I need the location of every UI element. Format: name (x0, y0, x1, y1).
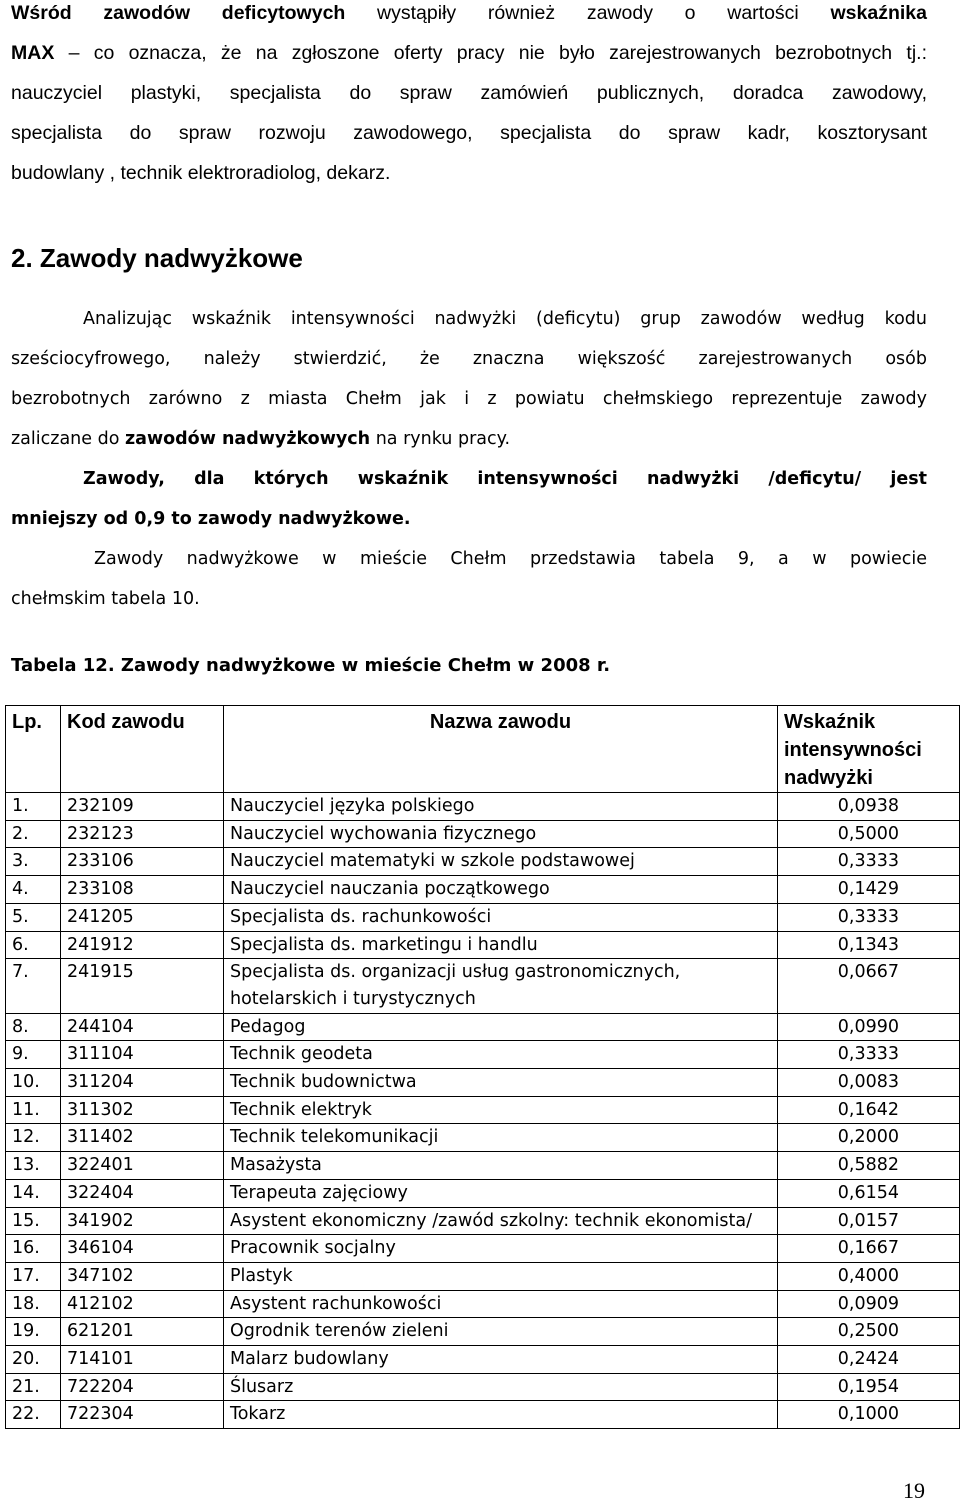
cell-lp: 22. (6, 1401, 61, 1429)
cell-code: 233108 (61, 876, 224, 904)
cell-name: Asystent rachunkowości (224, 1290, 778, 1318)
header-index: Wskaźnik intensywności nadwyżki (778, 706, 960, 793)
cell-lp: 14. (6, 1179, 61, 1207)
cell-code: 722204 (61, 1373, 224, 1401)
table-row (6, 959, 960, 1013)
definition-paragraph (11, 459, 927, 539)
cell-lp: 3. (6, 848, 61, 876)
cell-value: 0,0909 (778, 1290, 960, 1318)
cell-name: Ogrodnik terenów zieleni (224, 1318, 778, 1346)
table-body (6, 793, 960, 1429)
cell-value: 0,1954 (778, 1373, 960, 1401)
cell-name: Nauczyciel matematyki w szkole podstawowej (224, 848, 778, 876)
table-row (6, 903, 960, 931)
cell-name: Nauczyciel wychowania fizycznego (224, 820, 778, 848)
cell-value: 0,3333 (778, 1041, 960, 1069)
cell-lp: 7. (6, 959, 61, 1013)
reference-paragraph (11, 539, 927, 619)
cell-value: 0,0083 (778, 1069, 960, 1097)
analysis-text: na rynku pracy. (370, 429, 511, 449)
cell-name: Technik telekomunikacji (224, 1124, 778, 1152)
reference-line-1: Zawody nadwyżkowe w mieście Chełm przedstawia tabela 9, a w powiecie (94, 549, 927, 569)
table-row (6, 1318, 960, 1346)
analysis-line-3: bezrobotnych zarówno z miasta Chełm jak i z powiatu chełmskiego reprezentuje zawody (11, 389, 927, 409)
cell-name: Nauczyciel języka polskiego (224, 793, 778, 821)
cell-name: Technik budownictwa (224, 1069, 778, 1097)
intro-line-5: budowlany , technik elektroradiolog, dekarz. (11, 162, 391, 184)
cell-value: 0,1000 (778, 1401, 960, 1429)
table-row (6, 1207, 960, 1235)
cell-value: 0,5000 (778, 820, 960, 848)
intro-bold-index: wskaźnika (830, 2, 927, 24)
cell-lp: 8. (6, 1013, 61, 1041)
cell-value: 0,0667 (778, 959, 960, 1013)
analysis-paragraph (11, 299, 927, 459)
cell-code: 322401 (61, 1152, 224, 1180)
cell-value: 0,3333 (778, 903, 960, 931)
cell-code: 311104 (61, 1041, 224, 1069)
cell-lp: 10. (6, 1069, 61, 1097)
cell-lp: 12. (6, 1124, 61, 1152)
cell-code: 412102 (61, 1290, 224, 1318)
cell-value: 0,0938 (778, 793, 960, 821)
cell-code: 341902 (61, 1207, 224, 1235)
definition-line-2: mniejszy od 0,9 to zawody nadwyżkowe. (11, 509, 411, 529)
analysis-line-1: Analizując wskaźnik intensywności nadwyżki (deficytu) grup zawodów według kodu (83, 309, 927, 329)
cell-value: 0,3333 (778, 848, 960, 876)
table-row (6, 793, 960, 821)
cell-lp: 6. (6, 931, 61, 959)
cell-value: 0,2500 (778, 1318, 960, 1346)
cell-name: Specjalista ds. marketingu i handlu (224, 931, 778, 959)
cell-name: Pracownik socjalny (224, 1235, 778, 1263)
table-row (6, 1401, 960, 1429)
analysis-text: zaliczane do (11, 429, 125, 449)
cell-code: 241205 (61, 903, 224, 931)
cell-code: 714101 (61, 1346, 224, 1374)
cell-value: 0,0157 (778, 1207, 960, 1235)
header-lp: Lp. (6, 706, 61, 793)
analysis-line-4 (11, 419, 927, 459)
analysis-line-2: sześciocyfrowego, należy stwierdzić, że znaczna większość zarejestrowanych osób (11, 349, 927, 369)
table-row (6, 1124, 960, 1152)
page-number: 19 (903, 1478, 925, 1503)
cell-value: 0,1642 (778, 1096, 960, 1124)
definition-line-1: Zawody, dla których wskaźnik intensywności nadwyżki /deficytu/ jest (83, 469, 927, 489)
reference-line-2: chełmskim tabela 10. (11, 589, 200, 609)
cell-value: 0,2000 (778, 1124, 960, 1152)
table-row (6, 1069, 960, 1097)
cell-lp: 21. (6, 1373, 61, 1401)
table-row (6, 1290, 960, 1318)
cell-lp: 11. (6, 1096, 61, 1124)
cell-name: Terapeuta zajęciowy (224, 1179, 778, 1207)
intro-bold-deficit: Wśród zawodów deficytowych (11, 2, 346, 24)
cell-name: Plastyk (224, 1262, 778, 1290)
section-heading: 2. Zawody nadwyżkowe (11, 243, 303, 273)
cell-lp: 9. (6, 1041, 61, 1069)
cell-name: Specjalista ds. rachunkowości (224, 903, 778, 931)
cell-code: 311402 (61, 1124, 224, 1152)
cell-code: 621201 (61, 1318, 224, 1346)
analysis-bold: zawodów nadwyżkowych (124, 429, 371, 449)
cell-name: Technik elektryk (224, 1096, 778, 1124)
table-row (6, 876, 960, 904)
cell-lp: 19. (6, 1318, 61, 1346)
cell-value: 0,5882 (778, 1152, 960, 1180)
cell-lp: 2. (6, 820, 61, 848)
cell-code: 347102 (61, 1262, 224, 1290)
table-row (6, 1262, 960, 1290)
cell-value: 0,2424 (778, 1346, 960, 1374)
cell-value: 0,1667 (778, 1235, 960, 1263)
table-row (6, 1373, 960, 1401)
cell-value: 0,1343 (778, 931, 960, 959)
cell-value: 0,1429 (778, 876, 960, 904)
table-header-row (6, 706, 960, 793)
cell-name: Asystent ekonomiczny /zawód szkolny: technik ekonomista/ (224, 1207, 778, 1235)
intro-text: wystąpiły również zawody o wartości (345, 2, 831, 24)
cell-lp: 1. (6, 793, 61, 821)
table-row (6, 1152, 960, 1180)
cell-lp: 15. (6, 1207, 61, 1235)
table-row (6, 1041, 960, 1069)
intro-paragraph (11, 0, 927, 193)
cell-code: 233106 (61, 848, 224, 876)
cell-code: 244104 (61, 1013, 224, 1041)
cell-name: Pedagog (224, 1013, 778, 1041)
cell-code: 346104 (61, 1235, 224, 1263)
cell-value: 0,0990 (778, 1013, 960, 1041)
cell-code: 232123 (61, 820, 224, 848)
cell-value: 0,6154 (778, 1179, 960, 1207)
cell-name: Ślusarz (224, 1373, 778, 1401)
intro-line-2 (11, 33, 927, 73)
cell-value: 0,4000 (778, 1262, 960, 1290)
table-row (6, 1235, 960, 1263)
cell-code: 232109 (61, 793, 224, 821)
cell-code: 241912 (61, 931, 224, 959)
intro-line-3: nauczyciel plastyki, specjalista do spraw zamówień publicznych, doradca zawodowy, (11, 82, 927, 104)
cell-code: 311204 (61, 1069, 224, 1097)
cell-lp: 5. (6, 903, 61, 931)
table-row (6, 1013, 960, 1041)
cell-lp: 20. (6, 1346, 61, 1374)
cell-name: Technik geodeta (224, 1041, 778, 1069)
table-row (6, 848, 960, 876)
cell-lp: 13. (6, 1152, 61, 1180)
table-row (6, 931, 960, 959)
cell-name: Malarz budowlany (224, 1346, 778, 1374)
cell-code: 722304 (61, 1401, 224, 1429)
header-code: Kod zawodu (61, 706, 224, 793)
cell-code: 322404 (61, 1179, 224, 1207)
header-name: Nazwa zawodu (224, 706, 778, 793)
cell-name: Masażysta (224, 1152, 778, 1180)
cell-lp: 17. (6, 1262, 61, 1290)
cell-name: Specjalista ds. organizacji usług gastronomicznych, hotelarskich i turystycznych (224, 959, 778, 1013)
cell-name: Nauczyciel nauczania początkowego (224, 876, 778, 904)
intro-line-4: specjalista do spraw rozwoju zawodowego, specjalista do spraw kadr, kosztorysant (11, 122, 927, 144)
intro-line-1 (11, 0, 927, 33)
table-row (6, 1179, 960, 1207)
cell-lp: 18. (6, 1290, 61, 1318)
surplus-occupations-table (5, 705, 960, 1429)
cell-lp: 4. (6, 876, 61, 904)
cell-code: 311302 (61, 1096, 224, 1124)
table-caption: Tabela 12. Zawody nadwyżkowe w mieście Chełm w 2008 r. (11, 655, 611, 676)
intro-bold-max: MAX (11, 42, 55, 64)
cell-name: Tokarz (224, 1401, 778, 1429)
table-row (6, 1346, 960, 1374)
cell-code: 241915 (61, 959, 224, 1013)
intro-text: – co oznacza, że na zgłoszone oferty pracy nie było zarejestrowanych bezrobotnych tj.: (54, 42, 927, 64)
table-row (6, 1096, 960, 1124)
table-row (6, 820, 960, 848)
cell-lp: 16. (6, 1235, 61, 1263)
